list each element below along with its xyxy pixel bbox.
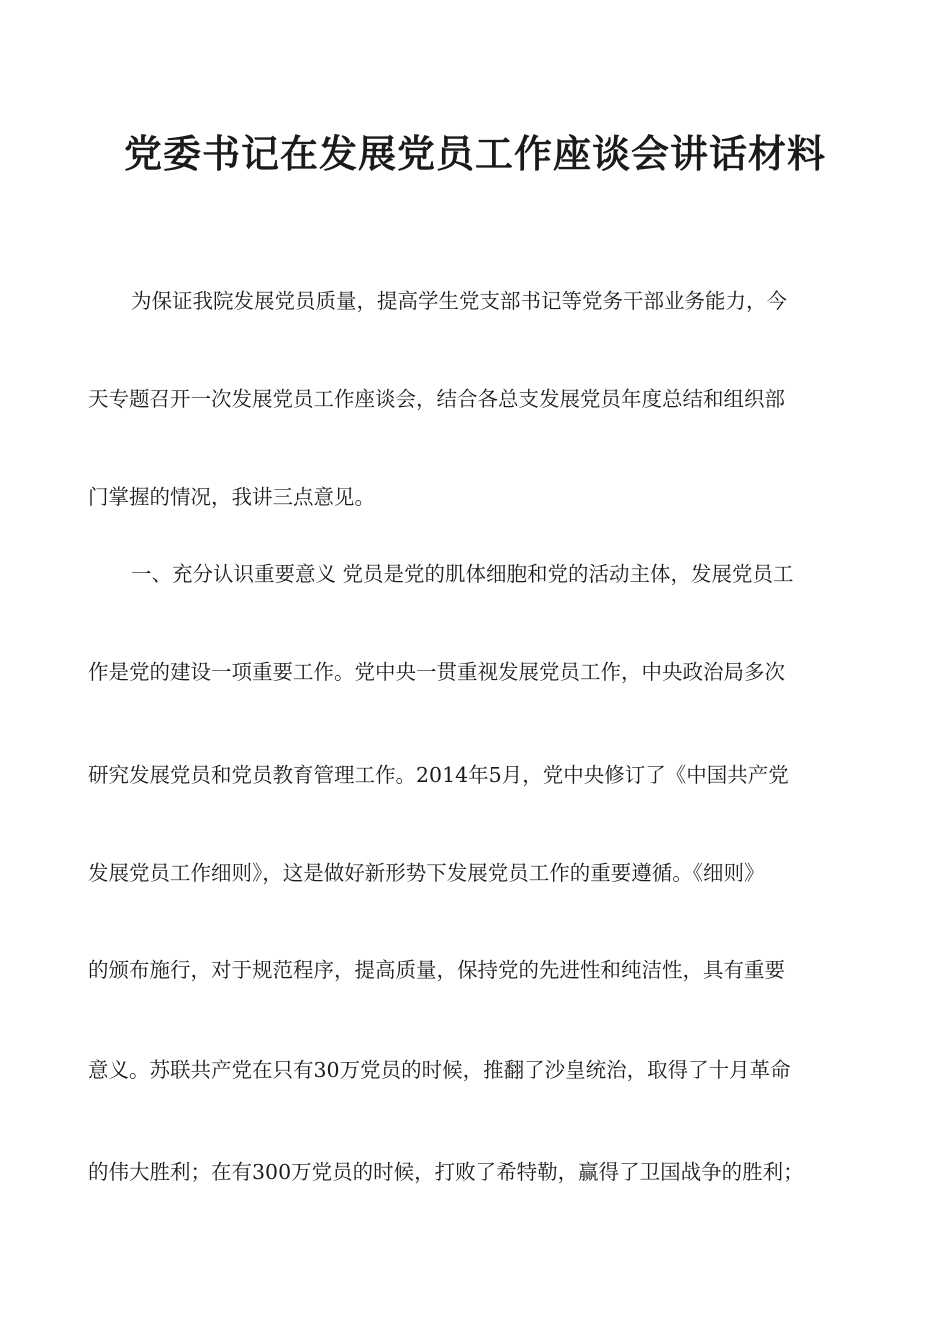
paragraph-line: 为保证我院发展党员质量，提高学生党支部书记等党务干部业务能力，今: [131, 289, 787, 313]
paragraph-line: 发展党员工作细则》，这是做好新形势下发展党员工作的重要遵循。《细则》: [88, 861, 765, 885]
paragraph-line: 意义。苏联共产党在只有30万党员的时候，推翻了沙皇统治，取得了十月革命: [88, 1058, 791, 1082]
paragraph-line: 研究发展党员和党员教育管理工作。2014年5月，党中央修订了《中国共产党: [88, 763, 789, 787]
paragraph-line: 的颁布施行，对于规范程序，提高质量，保持党的先进性和纯洁性，具有重要: [88, 958, 785, 982]
paragraph-line: 天专题召开一次发展党员工作座谈会，结合各总支发展党员年度总结和组织部: [88, 387, 785, 411]
paragraph-line: 一、充分认识重要意义 党员是党的肌体细胞和党的活动主体，发展党员工: [131, 562, 794, 586]
paragraph-line: 作是党的建设一项重要工作。党中央一贯重视发展党员工作，中央政治局多次: [88, 660, 785, 684]
document-title: 党委书记在发展党员工作座谈会讲话材料: [123, 131, 826, 176]
paragraph-line: 门掌握的情况，我讲三点意见。: [88, 485, 375, 509]
paragraph-line: 的伟大胜利；在有300万党员的时候，打败了希特勒，赢得了卫国战争的胜利；: [88, 1160, 804, 1184]
